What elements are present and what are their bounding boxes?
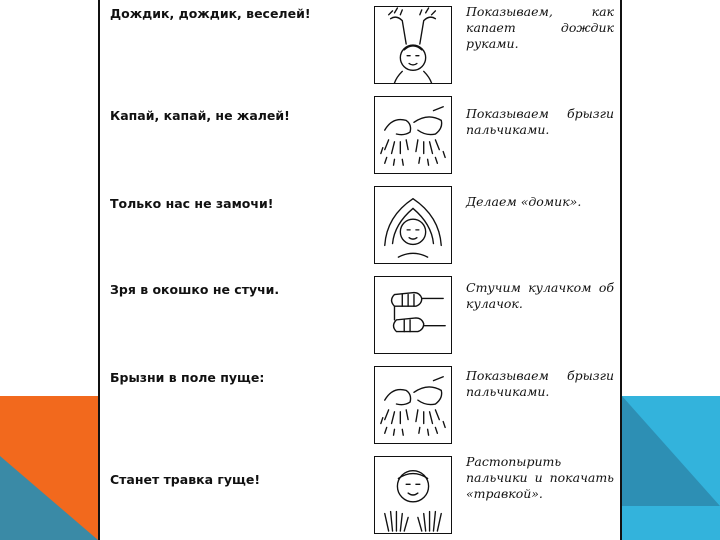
verse-line: Только нас не замочи!	[110, 196, 274, 211]
rhyme-row-3	[100, 180, 620, 270]
house-hands-icon	[374, 186, 452, 264]
action-text: Делаем «домик».	[466, 194, 582, 209]
rhyme-row-2	[100, 90, 620, 180]
verse-line: Зря в окошко не стучи.	[110, 282, 280, 297]
verse-line: Брызни в поле пуще:	[110, 370, 265, 385]
rhyme-row-5	[100, 360, 620, 450]
fist-knock-icon	[374, 276, 452, 354]
rhyme-row-6	[100, 450, 620, 540]
splashing-fingers-icon	[374, 366, 452, 444]
action-text: Стучим кулачком об кулачок.	[466, 280, 614, 311]
rhyme-row-1	[100, 0, 620, 90]
blue-corner-triangle	[622, 396, 720, 506]
action-text: Показываем брызги пальчиками.	[466, 106, 614, 137]
action-text: Показываем брызги пальчиками.	[466, 368, 614, 399]
verse-line: Станет травка гуще!	[110, 472, 261, 487]
splashing-fingers-icon	[374, 96, 452, 174]
action-text: Растопырить пальчики и покачать «травкой».	[466, 454, 614, 501]
action-text: Показываем, как капает дождик руками.	[466, 4, 614, 51]
rhyme-sheet	[98, 0, 622, 540]
verse-line: Дождик, дождик, веселей!	[110, 6, 311, 21]
rhyme-row-4	[100, 270, 620, 360]
verse-line: Капай, капай, не жалей!	[110, 108, 290, 123]
raised-hands-icon	[374, 6, 452, 84]
spread-fingers-icon	[374, 456, 452, 534]
teal-corner-triangle	[0, 456, 98, 540]
